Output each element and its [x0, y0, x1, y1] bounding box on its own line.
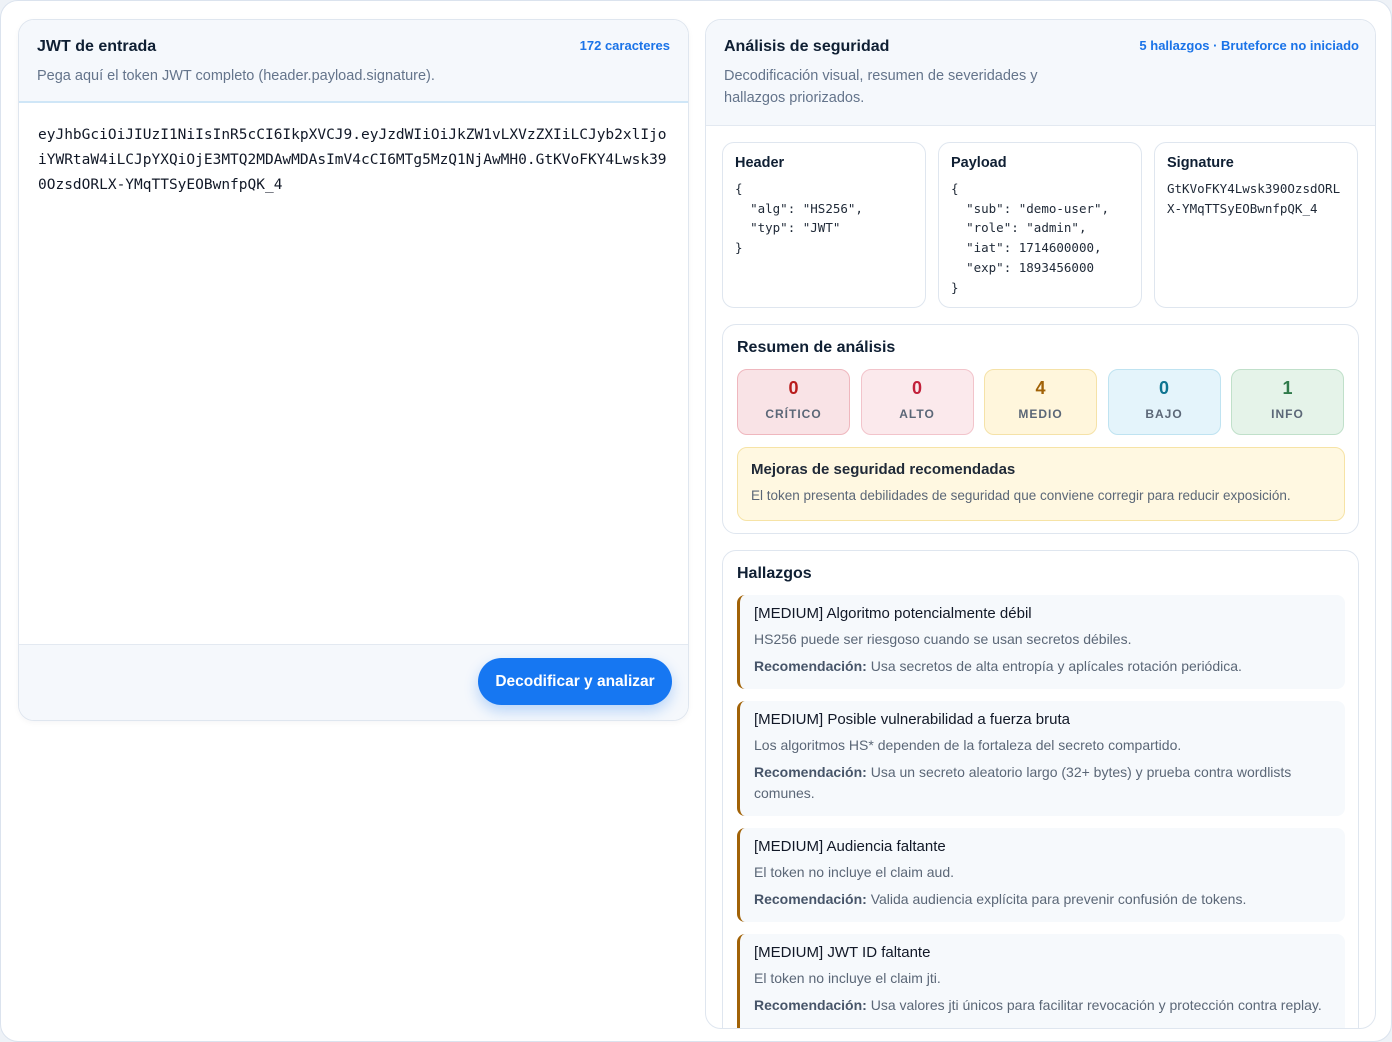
severity-count: 0: [788, 378, 799, 398]
severity-info: [1231, 369, 1344, 435]
severity-counts: [737, 369, 1345, 435]
recommendation-label: Recomendación:: [754, 764, 867, 780]
severity-label: MEDIO: [1018, 407, 1063, 421]
signature-value: GtKVoFKY4Lwsk390OzsdORLX-YMqTTSyEOBwnfpQK_4: [1167, 181, 1341, 216]
finding-item: [737, 828, 1345, 922]
findings-section: [722, 550, 1359, 1029]
advice-text: El token presenta debilidades de seguridad que conviene corregir para reducir exposición.: [751, 488, 1291, 503]
recommendation-label: Recomendación:: [754, 891, 867, 907]
severity-label: CRÍTICO: [765, 407, 822, 421]
input-panel: [18, 19, 689, 721]
finding-recommendation: [754, 762, 1331, 804]
payload-card: [938, 142, 1142, 308]
recommendation-text: Valida audiencia explícita para prevenir confusión de tokens.: [870, 891, 1247, 907]
severity-label: INFO: [1271, 407, 1304, 421]
finding-title: [MEDIUM] JWT ID faltante: [754, 944, 931, 961]
finding-description: El token no incluye el claim aud.: [754, 864, 954, 880]
recommendation-text: Usa un secreto aleatorio largo (32+ bytes) y prueba contra wordlists comunes.: [754, 764, 1292, 801]
recommendation-label: Recomendación:: [754, 658, 867, 674]
finding-recommendation: [754, 889, 1331, 910]
severity-count: 0: [1158, 378, 1169, 398]
decoded-sections: [722, 142, 1359, 308]
header-json: { "alg": "HS256", "typ": "JWT" }: [735, 181, 863, 256]
severity-critical: [737, 369, 850, 435]
finding-description: El token no incluye el claim jti.: [754, 970, 941, 986]
input-panel-title: JWT de entrada: [37, 38, 157, 55]
payload-json: { "sub": "demo-user", "role": "admin", "iat": 1714600000, "exp": 1893456000 }: [951, 181, 1110, 295]
recommendation-text: Usa secretos de alta entropía y aplícales rotación periódica.: [870, 658, 1242, 674]
analysis-panel-header: [706, 20, 1375, 126]
severity-count: 1: [1282, 378, 1293, 398]
input-panel-footer: [19, 644, 688, 721]
recommendation-label: Recomendación:: [754, 997, 867, 1013]
finding-title: [MEDIUM] Posible vulnerabilidad a fuerza bruta: [754, 711, 1070, 728]
header-card-title: Header: [735, 155, 785, 171]
header-card: [722, 142, 926, 308]
severity-label: ALTO: [899, 407, 935, 421]
analysis-panel-title: Análisis de seguridad: [724, 38, 890, 55]
finding-recommendation: [754, 995, 1331, 1016]
severity-label: BAJO: [1145, 407, 1183, 421]
signature-card: [1154, 142, 1358, 308]
findings-title: Hallazgos: [737, 565, 812, 582]
finding-description: HS256 puede ser riesgoso cuando se usan secretos débiles.: [754, 631, 1132, 647]
finding-title: [MEDIUM] Algoritmo potencialmente débil: [754, 605, 1032, 622]
char-count-badge: 172 caracteres: [579, 38, 670, 53]
payload-card-title: Payload: [951, 155, 1007, 171]
summary-title: Resumen de análisis: [737, 339, 896, 356]
analysis-panel-subtitle: Decodificación visual, resumen de severidades y hallazgos priorizados.: [724, 68, 1038, 106]
finding-description: Los algoritmos HS* dependen de la fortaleza del secreto compartido.: [754, 737, 1182, 753]
finding-item: [737, 701, 1345, 816]
finding-item: [737, 934, 1345, 1029]
advice-title: Mejoras de seguridad recomendadas: [751, 461, 1016, 478]
findings-status-badge: 5 hallazgos · Bruteforce no iniciado: [1139, 38, 1359, 53]
severity-low: [1108, 369, 1221, 435]
input-panel-subtitle: Pega aquí el token JWT completo (header.payload.signature).: [37, 68, 435, 84]
input-panel-header: [19, 20, 688, 103]
jwt-token-input[interactable]: [19, 103, 688, 644]
severity-count: 4: [1035, 378, 1046, 398]
decode-analyze-button[interactable]: Decodificar y analizar: [478, 658, 672, 705]
signature-card-title: Signature: [1167, 155, 1234, 171]
finding-title: [MEDIUM] Audiencia faltante: [754, 838, 946, 855]
security-advice-box: [737, 447, 1345, 521]
recommendation-text: Usa valores jti únicos para facilitar revocación y protección contra replay.: [870, 997, 1322, 1013]
severity-count: 0: [911, 378, 922, 398]
finding-recommendation: [754, 656, 1331, 677]
severity-medium: [984, 369, 1097, 435]
analysis-panel: [705, 19, 1376, 1029]
severity-high: [861, 369, 974, 435]
analysis-summary: [722, 324, 1359, 534]
finding-item: [737, 595, 1345, 689]
